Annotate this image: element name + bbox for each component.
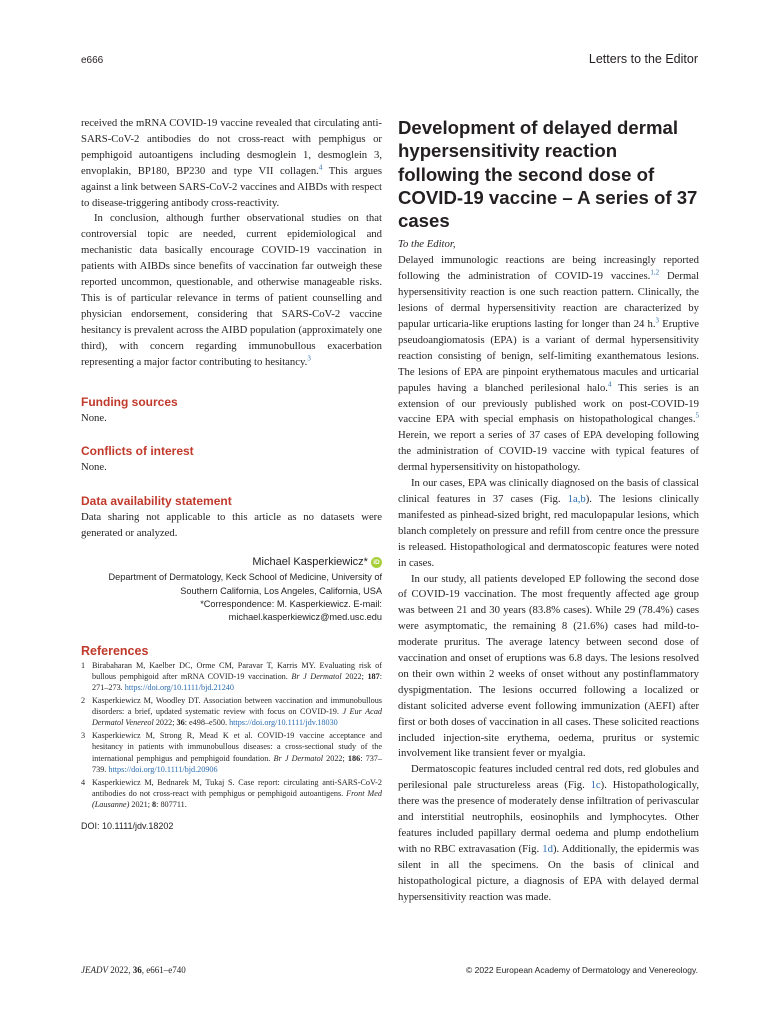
left-column [81, 116, 382, 831]
funding-text: None. [81, 411, 107, 424]
figure-link[interactable]: 1a,b [567, 492, 586, 505]
reference-item: 4 Kasperkiewicz M, Bednarek M, Tukaj S. Case report: circulating anti-SARS-CoV-2 antibodies do not cross-react with pemphigus or pemphigoid autoantigens. Front Med (Lausanne) 2021; 8: 807711. [81, 777, 382, 809]
doi-link[interactable]: https://doi.org/10.1111/bjd.20906 [108, 764, 218, 774]
right-paragraph-4: Dermatoscopic features included central red dots, red globules and perilesional pale structureless areas (Fig. 1c). Histopathologically, there was the presence of moderately dense infiltration of perivascular and interstitial neutrophils, eosinophils and lymphocytes. Other features included papillary dermal oedema and plump endothelium with no RBC extravasation (Fig. 1d). Additionally, the epidermis was silent in all the specimens. On the basis of clinical and histopathological picture, a diagnosis of EPA with delayed dermal hypersensitivity reaction was made. [398, 763, 699, 903]
right-column [398, 116, 699, 906]
citation-link[interactable]: 1,2 [650, 268, 660, 277]
reference-item: 2 Kasperkiewicz M, Woodley DT. Association between vaccination and immunobullous disorders: a brief, updated systematic review with focus on COVID-19. J Eur Acad Dermatol Venereol 2022; 36: e498–e500. https://doi.org/10.1111/jdv.18030 [81, 696, 383, 728]
footer-copyright: © 2022 European Academy of Dermatology and Venereology. [466, 965, 698, 975]
footer-journal: JEADV 2022, 36, e661–e740 [81, 965, 186, 975]
funding-heading: Funding sources [81, 394, 178, 409]
reference-list [81, 660, 382, 810]
citation-link[interactable]: 4 [318, 163, 323, 172]
references-heading: References [81, 643, 149, 658]
left-paragraph-1: received the mRNA COVID-19 vaccine revealed that circulating anti-SARS-CoV-2 antibodies do not cross-react with pemphigus or pemphigoid autoantigens including desmoglein 1, desmoglein 3, envoplakin, BP180, BP230 and type VII collagen.$^4$ This argues against a link between SARS-CoV-2 vaccines and AIBDs with respect to disease-triggering antibody cross-reactivity. [81, 117, 382, 209]
right-paragraph-2: In our cases, EPA was clinically diagnosed on the basis of classical clinical features in 37 cases (Fig. 1a,b). The lesions clinically manifested as pinhead-sized bright, red maculopapular lesions, which blanch completely on pressure and refill from centre once the pressure is released. Histopathological and dermatoscopic features were noted in cases. [398, 477, 699, 569]
left-paragraph-2: In conclusion, although further observational studies on that controversial topic are needed, current epidemiological and mechanistic data basically encourage COVID-19 vaccination in patients with AIBDs since benefits of vaccination far outweigh these reported uncommon, questionable, and otherwise manageable risks. This is of particular relevance in terms of patient counselling and physician endorsement, considering that SARS-CoV-2 vaccine hesitancy is prevalent across the AIBD population (approximately one third), with concern regarding immunobullous exacerbation representing a major factor contributing to hesitancy.$^3$ [81, 212, 382, 368]
citation-link[interactable]: 5 [695, 411, 699, 420]
reference-item: 1 Birabaharan M, Kaelber DC, Orme CM, Paravar T, Karris MY. Evaluating risk of bullous pemphigoid after mRNA COVID-19 vaccination. Br J Dermatol 2022; 187: 271–273. https://doi.org/10.1111/bjd.21240 [81, 660, 382, 692]
orcid-icon[interactable]: iD [371, 557, 382, 568]
correspondence: *Correspondence: M. Kasperkiewicz. E-mail: michael.kasperkiewicz@med.usc.edu [200, 598, 382, 623]
page-number: e666 [81, 55, 104, 66]
citation-link[interactable]: 3 [655, 316, 660, 325]
conflicts-heading: Conflicts of interest [81, 444, 194, 459]
article-title: Development of delayed dermal hypersensitivity reaction following the second dose of COVID-19 vaccine – A series of 37 cases [398, 117, 698, 232]
article-doi: DOI: 10.1111/jdv.18202 [81, 820, 174, 831]
reference-item: 3 Kasperkiewicz M, Strong R, Mead K et al. COVID-19 vaccine acceptance and hesitancy in patients with immunobullous diseases: a cross-sectional study of the international pemphigus and pemphigoid foundation. Br J Dermatol 2022; 186: 737–739. https://doi.org/10.1111/bjd.20906 [81, 731, 382, 774]
data-availability-text: Data sharing not applicable to this article as no datasets were generated or analyzed. [81, 511, 382, 540]
citation-link[interactable]: 4 [607, 380, 612, 389]
author-name: Michael Kasperkiewicz* iD [81, 556, 382, 568]
doi-link[interactable]: https://doi.org/10.1111/jdv.18030 [229, 718, 338, 728]
conflicts-text: None. [81, 461, 107, 474]
salutation: To the Editor, [398, 238, 456, 251]
figure-link[interactable]: 1d [542, 842, 553, 855]
doi-link[interactable]: https://doi.org/10.1111/bjd.21240 [124, 682, 234, 692]
data-availability-heading: Data availability statement [81, 494, 232, 509]
figure-link[interactable]: 1c [590, 779, 601, 792]
right-paragraph-1: Delayed immunologic reactions are being increasingly reported following the administration of COVID-19 vaccines.$^{1,2}$ Dermal hypersensitivity reaction is one such reaction pattern. Clinically, the lesions of dermal hypersensitivity reaction are characterized by papular urticaria-like eruptions lasting for longer than 24 h.$^3$ Eruptive pseudoangiomatosis (EPA) is a variant of dermal hypersensitivity reaction consisting of benign, self-limiting exanthematous lesions. The lesions of EPA are pinpoint erythematous macules and urticarial papules having a blanched perilesional halo.$^4$ This series is an extension of our previously published work on post-COVID-19 vaccine EPA with special emphasis on histopathological changes.$^5$ Herein, we report a series of 37 cases of EPA developing following the administration of COVID-19 vaccine with typical features of dermal hypersensitivity on histopathology. [398, 254, 700, 474]
running-head: Letters to the Editor [588, 52, 698, 66]
citation-link[interactable]: 3 [307, 354, 311, 363]
author-affiliation: Department of Dermatology, Keck School of Medicine, University of Southern California, Los Angeles, California, USA [108, 572, 382, 596]
right-paragraph-3: In our study, all patients developed EP following the second dose of COVID-19 vaccination. The most frequently affected age group was between 21 and 30 years (83.8% cases). While 29 (78.4%) cases were asymptomatic, the remaining 8 (21.6%) cases had mild-to-moderate pruritus. The average latency between second dose of vaccination and onset of eruptions was 6.8 days. The lesions resolved on their own within 2 weeks of onset without any postinflammatory dyspigmentation. The lesions occurred following a localized or distant solicited adverse event following immunization (AEFI) after first or both doses of vaccination in all cases. These solicited reactions included injection-site erythema, oedema, pruritus or systemic involvement like transient fever or myalgia. [398, 572, 699, 760]
